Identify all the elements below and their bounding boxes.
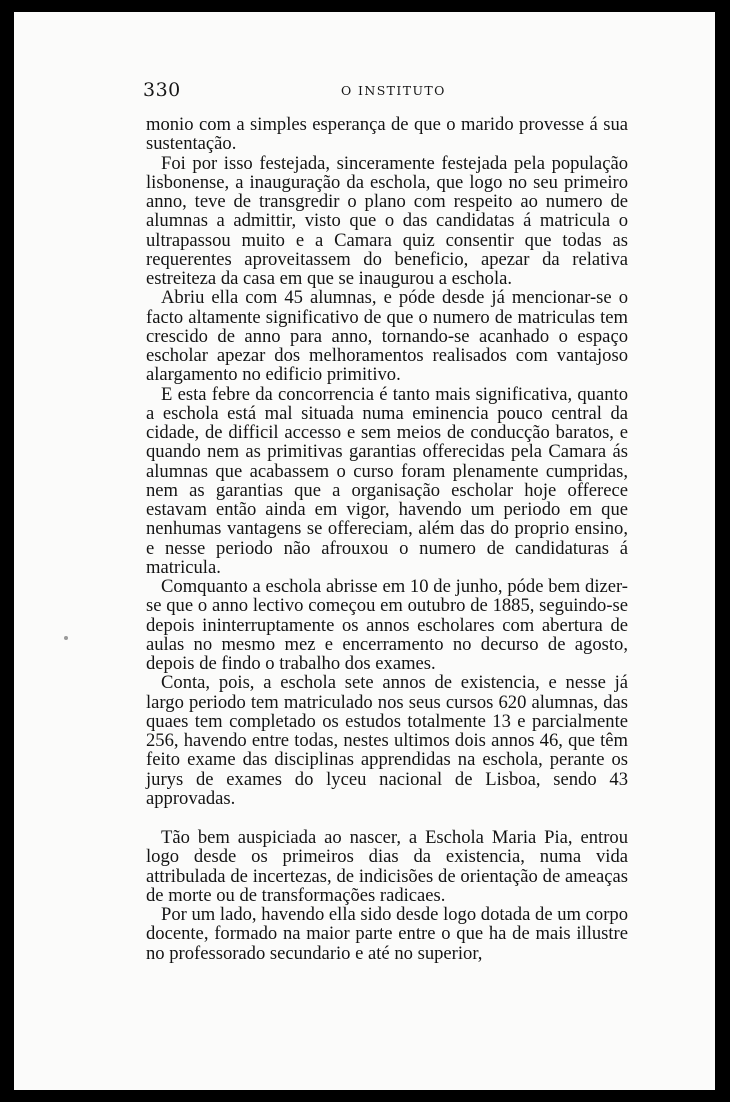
running-title: O INSTITUTO — [341, 83, 446, 98]
paper-speck — [64, 636, 68, 640]
paragraph-8: Por um lado, havendo ella sido desde logo dotada de um corpo docente, formado na maior parte entre o que ha de mais illustre no professorado secundario e até no superior, — [146, 904, 628, 964]
body-text — [146, 115, 628, 963]
paragraph-3: Abriu ella com 45 alumnas, e póde desde já mencionar-se o facto altamente significativo de que o numero de matriculas tem crescido de anno para anno, tornando-se acanhado o espaço escholar apezar dos melhoramentos realisados com vantajoso alargamento no edificio primitivo. — [146, 287, 628, 386]
page-header — [143, 79, 627, 109]
paragraph-2: Foi por isso festejada, sinceramente festejada pela população lisbonense, a inauguração da eschola, que logo no seu primeiro anno, teve de transgredir o plano com respeito ao numero de alumnas a admittir, visto que o das candidatas á matricula o ultrapassou muito e a Camara quiz consentir que todas as requerentes aproveitassem do beneficio, apezar da relativa estreiteza da casa em que se inaugurou a eschola. — [146, 152, 628, 289]
page-number: 330 — [143, 79, 181, 101]
paragraph-1: monio com a simples esperança de que o marido provesse á sua sustentação. — [146, 114, 628, 155]
paragraph-5: Comquanto a eschola abrisse em 10 de junho, póde bem dizer-se que o anno lectivo começou em outubro de 1885, seguindo-se depois ininterruptamente os annos escholares com abertura de aulas no mesmo mez e encerramento no decurso de agosto, depois de findo o trabalho dos exames. — [146, 576, 628, 674]
paragraph-4: E esta febre da concorrencia é tanto mais significativa, quanto a eschola está mal situada numa eminencia pouco central da cidade, de difficil accesso e sem meios de conducção baratos, e quando nem as primitivas garantias offerecidas pela Camara ás alumnas que acabassem o curso foram plenamente cumpridas, nem as garantias que a organisação escholar hoje offerece estavam então ainda em vigor, havendo um periodo em que nenhumas vantagens se offereciam, além das do proprio ensino, e nesse periodo não afrouxou o numero de candidaturas á matricula. — [146, 383, 628, 578]
paragraph-7: Tão bem auspiciada ao nascer, a Eschola Maria Pia, entrou logo desde os primeiros dias da existencia, numa vida attribulada de incertezas, de indicisões de orientação de ameaças de morte ou de transformações radicaes. — [146, 827, 628, 906]
paragraph-6: Conta, pois, a eschola sete annos de existencia, e nesse já largo periodo tem matriculado nos seus cursos 620 alumnas, das quaes tem completado os estudos totalmente 13 e parcialmente 256, havendo entre todas, nestes ultimos dois annos 46, que têm feito exame das disciplinas apprendidas na eschola, perante os jurys de exames do lyceu nacional de Lisboa, sendo 43 approvadas. — [146, 672, 628, 809]
